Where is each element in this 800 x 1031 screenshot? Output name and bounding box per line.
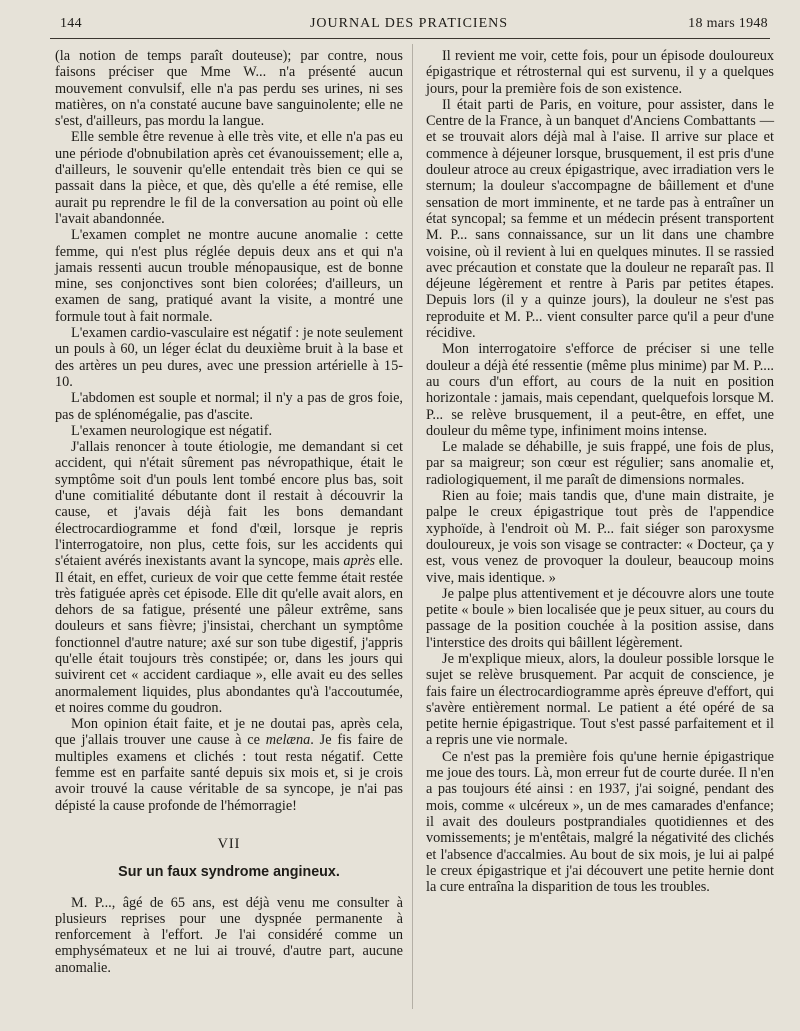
- left-column: [55, 48, 403, 976]
- text-run: . Je fis faire de multiples examens et clichés : tout resta négatif. Cette femme est en parfaite santé depuis six mois et, si je crois avoir trouvé la cause véritable de sa syncope, je n'ai pas dépisté la cause profonde de l'hémorragie!: [55, 732, 403, 814]
- paragraph: M. P..., âgé de 65 ans, est déjà venu me consulter à plusieurs reprises pour une dyspnée permanente à renforcement à l'effort. Je l'ai considéré comme un emphysémateux et ne lui ai trouvé, d'autre part, aucune anomalie.: [55, 894, 403, 976]
- header-rule: [50, 38, 770, 39]
- paragraph: Elle semble être revenue à elle très vite, et elle n'a pas eu une période d'obnubilation après cet évanouissement; elle a, d'ailleurs, le souvenir qu'elle entendait très bien ce qui se passait dans la pièce, et que, dès qu'elle a été remise, elle aurait pu reprendre le fil de la conversation au point où elle l'avait abandonnée.: [55, 129, 403, 227]
- section-title: Sur un faux syndrome angineux.: [118, 864, 340, 881]
- paragraph: L'abdomen est souple et normal; il n'y a pas de gros foie, pas de splénomégalie, pas d'ascite.: [55, 390, 403, 423]
- paragraph: [55, 439, 403, 716]
- italic-word: melæna: [265, 732, 311, 749]
- paragraph: Mon interrogatoire s'efforce de préciser si une telle douleur a déjà été ressentie (même plus minime) par M. P.... au cours d'un effort, au cours de la nuit en position horizontale : jamais, mais cependant, quelquefois lorsque M. P... se relève brusquement, il a peut-être, en effet, une douleur du même type, infiniment moins intense.: [426, 341, 774, 439]
- italic-word: après: [343, 553, 376, 570]
- running-header: [50, 12, 768, 38]
- text-run: elle. Il était, en effet, curieux de voir que cette femme était restée très fatiguée après cet épisode. Elle dit qu'elle avait alors, en dehors de sa fatigue, présenté une pâleur extrême, sans douleurs et sans fièvre; j'insistai, cherchant un symptôme fonctionnel d'autre nature; axé sur son tube digestif, j'appris qu'elle était toujours très constipée; or, dans les jours qui suivirent cet « accident cardiaque », elle avait eu des selles anormalement liquides, plus abondantes qu'à l'accoutumée, et noires comme du goudron.: [55, 553, 403, 716]
- page-number: 144: [60, 16, 82, 31]
- text-run: Mon opinion était faite, et je ne doutai pas, après cela, que j'allais trouver une cause à ce: [55, 716, 403, 749]
- paragraph: Il revient me voir, cette fois, pour un épisode douloureux épigastrique et rétrosternal qui est survenu, il y a quelques jours, pour la première fois de son existence.: [426, 48, 774, 97]
- paragraph: Il était parti de Paris, en voiture, pour assister, dans le Centre de la France, à un banquet d'Anciens Combattants — et se trouvait alors déjà mal à l'aise. Il arrive sur place et commence à déjeuner lorsque, brusquement, il est pris d'une douleur atroce au creux épigastrique, avec irradiation vers le sternum; la douleur s'accompagne de bâillement et d'une sensation de mort imminente, et ne tarde pas à entraîner un état syncopal; sa femme et un médecin présent transportent M. P... sans connaissance, sur un lit dans une chambre voisine, où il revient à lui en quelques minutes. Il se rassied avec précaution et constate que la douleur ne reparaît pas. Il déjeune légèrement et rentre à Paris par petites étapes. Depuis lors (il y a quinze jours), la douleur ne s'est pas reproduite et M. P... vient consulter parce qu'il a peur d'une récidive.: [426, 96, 774, 342]
- section-number: VII: [217, 835, 241, 852]
- paragraph: [55, 716, 403, 814]
- paragraph: Ce n'est pas la première fois qu'une hernie épigastrique me joue des tours. Là, mon erreur fut de courte durée. Il n'en a pas toujours été ainsi : en 1937, j'ai soigné, pendant des mois, comme « ulcéreux », un de mes camarades d'enfance; il avait des douleurs postprandiales quotidiennes et des vomissements; je m'entêtais, malgré la négativité des clichés et l'absence d'accalmies. Au bout de six mois, je lui ai palpé le creux épigastrique et j'ai découvert une petite hernie dont la cure entraîna la disparition de tous les troubles.: [426, 748, 774, 896]
- paragraph: (la notion de temps paraît douteuse); par contre, nous faisons préciser que Mme W... n'a présenté aucun mouvement convulsif, elle n'a pas perdu ses urines, ni ses matières, on n'a constaté aucune bave sanguinolente; elle ne s'est, d'ailleurs, pas mordu la langue.: [55, 48, 403, 130]
- paragraph: L'examen complet ne montre aucune anomalie : cette femme, qui n'est plus réglée depuis deux ans et qui n'a jamais ressenti aucun trouble ménopausique, est de bonne mine, ses conjonctives sont bien colorées; d'ailleurs, un examen de sang, pratiqué avant la visite, a montré une formule tout à fait normale.: [55, 227, 403, 325]
- paragraph: Je palpe plus attentivement et je découvre alors une toute petite « boule » bien localisée que je peux situer, au cours du passage de la position couchée à la position assise, dans l'interstice des droits qui bâillent légèrement.: [426, 585, 774, 651]
- journal-title: JOURNAL DES PRATICIENS: [309, 16, 509, 31]
- right-column: [426, 48, 774, 895]
- paragraph: L'examen neurologique est négatif.: [71, 422, 273, 439]
- paragraph: Je m'explique mieux, alors, la douleur possible lorsque le sujet se relève brusquement. Par acquit de conscience, je fais faire un électrocardiogramme après épreuve d'effort, qui s'avère entièrement normal. Le patient a été opéré de sa petite hernie épigastrique. Tout s'est passé parfaitement et il a repris une vie normale.: [426, 650, 774, 749]
- paragraph: Le malade se déhabille, je suis frappé, une fois de plus, par sa maigreur; son cœur est régulier; sans anomalie et, radiologiquement, il me paraît de dimensions normales.: [426, 439, 774, 488]
- paragraph: L'examen cardio-vasculaire est négatif : je note seulement un pouls à 60, un léger éclat du deuxième bruit à la base et des artères un peu dures, avec une pression artérielle à 15-10.: [55, 325, 403, 390]
- paragraph: Rien au foie; mais tandis que, d'une main distraite, je palpe le creux épigastrique tout près de l'appendice xyphoïde, à l'endroit où M. P... fait siéger son paroxysme douloureux, je vois son visage se contracter: « Docteur, ça y est, vous venez de provoquer la douleur, beaucoup moins vive, mais identique. »: [426, 488, 774, 586]
- column-divider: [412, 44, 413, 1009]
- issue-date: 18 mars 1948: [688, 16, 768, 31]
- text-run: J'allais renoncer à toute étiologie, me demandant si cet accident, qui n'était sûrement pas névropathique, était le symptôme soit d'un pouls lent tombé encore plus bas, soit d'une comitialité débutante dont il restait à découvrir la cause, et j'avais déjà fait les bons demandant électrocardiogramme et fond d'œil, lorsque je repris l'interrogatoire, non plus, cette fois, sur les accidents qui s'étaient avérés inexistants avant la syncope, mais: [55, 439, 403, 570]
